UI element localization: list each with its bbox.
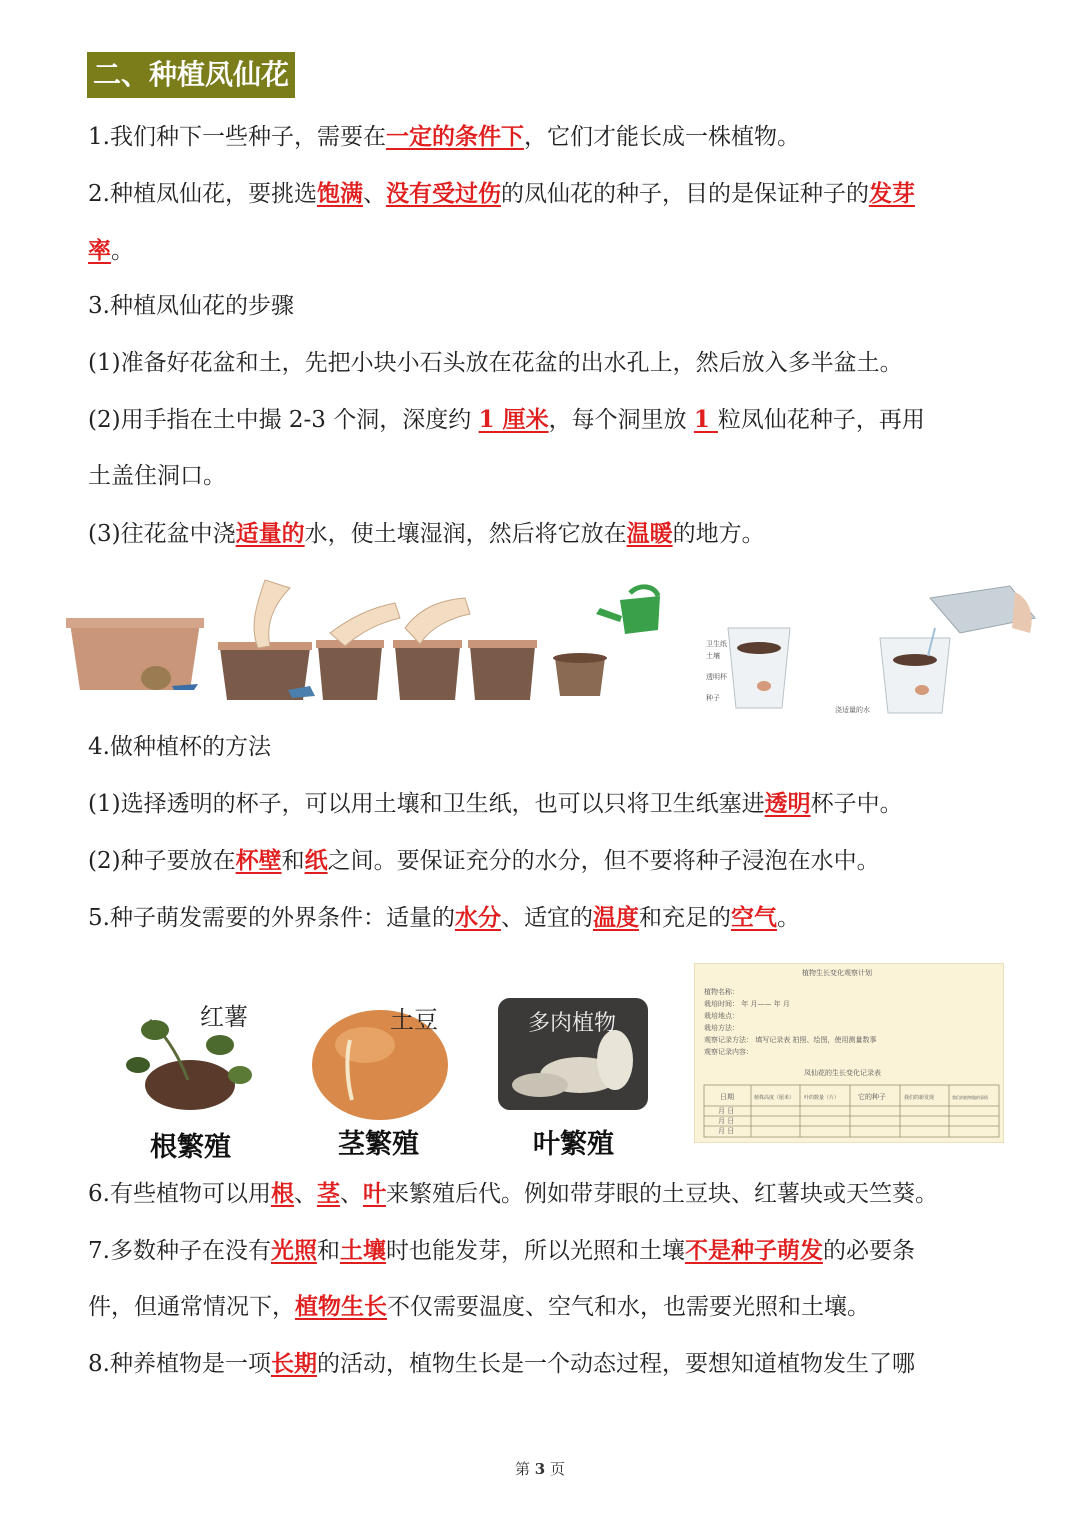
keyword: 一定的条件下 (385, 123, 524, 150)
paragraph-8: 8.种养植物是一项长期的活动，植物生长是一个动态过程，要想知道植物发生了哪 (88, 1350, 915, 1377)
pot-sowing-icon (393, 598, 470, 700)
pot-with-holes-icon (316, 603, 400, 700)
step-2-cont: 土盖住洞口。 (88, 463, 226, 489)
watering-can-icon (596, 587, 660, 634)
paragraph-3: 3.种植凤仙花的步骤 (88, 293, 294, 319)
keyword: 光照 (270, 1237, 317, 1264)
cup-label-cup: 透明杯 (706, 673, 727, 681)
keyword: 温度 (592, 904, 639, 931)
keyword: 杯壁 (235, 847, 282, 874)
paragraph-5: 5.种子萌发需要的外界条件：适量的水分、适宜的温度和充足的空气。 (88, 904, 800, 931)
table-row: 月 日 (718, 1107, 735, 1115)
cup-label-paper: 卫生纸 (706, 640, 727, 648)
paragraph-7: 7.多数种子在没有光照和土壤时也能发芽，所以光照和土壤不是种子萌发的必要条 (88, 1237, 915, 1264)
keyword: 1 厘米 (478, 406, 549, 433)
sweet-potato-photo (118, 1003, 268, 1115)
watering-cup-icon (880, 586, 1035, 713)
keyword: 1 (693, 406, 718, 433)
keyword: 没有受过伤 (385, 180, 501, 207)
keyword: 饱满 (316, 180, 363, 207)
pot-with-soil-icon (218, 580, 312, 700)
cup-label-seed: 种子 (706, 694, 720, 702)
paragraph-4: 4.做种植杯的方法 (88, 734, 271, 760)
cup-label-water: 浇适量的水 (835, 706, 870, 714)
keyword: 适量的 (235, 520, 305, 547)
step-2: (2)用手指在土中撮 2-3 个洞，深度约 1 厘米，每个洞里放 1 粒凤仙花种子，再用 (88, 406, 925, 433)
keyword: 率 (88, 237, 111, 264)
pot-covered-icon (468, 640, 537, 700)
observation-plan-sheet (694, 963, 1004, 1143)
succulent-photo (498, 998, 648, 1110)
photo-caption: 茎繁殖 (338, 1129, 419, 1160)
planting-steps-illustration (60, 578, 1040, 723)
photo-tag: 红薯 (200, 1003, 248, 1031)
plan-field: 栽培地点： (704, 1012, 739, 1020)
keyword: 植物生长 (295, 1293, 387, 1320)
table-row: 月 日 (718, 1117, 735, 1125)
paragraph-1: 1.我们种下一些种子，需要在一定的条件下，它们才能长成一株植物。 (88, 123, 800, 150)
keyword: 不是种子萌发 (684, 1237, 823, 1264)
photo-tag: 多肉植物 (528, 1011, 617, 1036)
keyword: 透明 (764, 790, 811, 817)
page-number: 第 3 页 (515, 1460, 565, 1478)
record-table-title: 凤仙花的生长变化记录表 (804, 1069, 881, 1077)
keyword: 空气 (730, 904, 777, 931)
keyword: 发芽 (868, 180, 915, 207)
table-header: 植株高度（厘米） (754, 1095, 795, 1101)
paragraph-2-cont: 率。 (88, 237, 134, 264)
step-1: (1)准备好花盆和土，先把小块小石头放在花盆的出水孔上，然后放入多半盆土。 (88, 350, 903, 376)
keyword: 水分 (454, 904, 501, 931)
empty-pot-icon (66, 618, 204, 690)
table-header: 叶的数量（片） (804, 1095, 840, 1101)
plan-title: 植物生长变化观察计划 (802, 969, 872, 977)
plan-field: 植物名称： (704, 988, 739, 996)
photo-tag: 土豆 (390, 1006, 438, 1034)
plan-field: 观察记录内容： (704, 1048, 753, 1056)
reproduction-photos (110, 990, 670, 1120)
paragraph-2: 2.种植凤仙花，要挑选饱满、没有受过伤的凤仙花的种子，目的是保证种子的发芽 (88, 180, 915, 207)
keyword: 叶 (362, 1180, 386, 1207)
stone-icon (141, 666, 171, 690)
table-row: 月 日 (718, 1127, 735, 1135)
keyword: 茎 (316, 1180, 340, 1207)
plan-field: 观察记录方法： 填写记录表 拍照、绘图，使用测量数事 (704, 1036, 877, 1044)
keyword: 长期 (270, 1350, 317, 1377)
watered-pot-icon (553, 653, 607, 696)
table-header: 我们的植物做的事情 (952, 1095, 988, 1100)
plan-field: 栽培方法： (704, 1024, 739, 1032)
table-header: 它的种子 (858, 1093, 886, 1101)
paragraph-6: 6.有些植物可以用根、茎、叶来繁殖后代。例如带芽眼的土豆块、红薯块或天竺葵。 (88, 1180, 938, 1207)
keyword: 温暖 (626, 520, 673, 547)
method-2: (2)种子要放在杯壁和纸之间。要保证充分的水分，但不要将种子浸泡在水中。 (88, 847, 880, 874)
paragraph-7-cont: 件，但通常情况下，植物生长不仅需要温度、空气和水，也需要光照和土壤。 (88, 1293, 870, 1320)
step-3: (3)往花盆中浇适量的水，使土壤湿润，然后将它放在温暖的地方。 (88, 520, 765, 547)
section-heading: 二、种植凤仙花 (87, 52, 295, 98)
keyword: 纸 (304, 847, 328, 874)
table-header: 我们的新发现 (904, 1095, 935, 1101)
photo-caption: 根繁殖 (150, 1132, 231, 1163)
method-1: (1)选择透明的杯子，可以用土壤和卫生纸，也可以只将卫生纸塞进透明杯子中。 (88, 790, 903, 817)
table-header: 日期 (720, 1093, 734, 1101)
planting-cup-icon (728, 628, 790, 708)
plan-field: 栽培时间： 年 月—— 年 月 (704, 1000, 790, 1008)
keyword: 土壤 (339, 1237, 386, 1264)
keyword: 根 (270, 1180, 294, 1207)
potato-photo (312, 1006, 448, 1120)
cup-label-soil: 土壤 (706, 652, 720, 660)
photo-caption: 叶繁殖 (533, 1129, 614, 1160)
